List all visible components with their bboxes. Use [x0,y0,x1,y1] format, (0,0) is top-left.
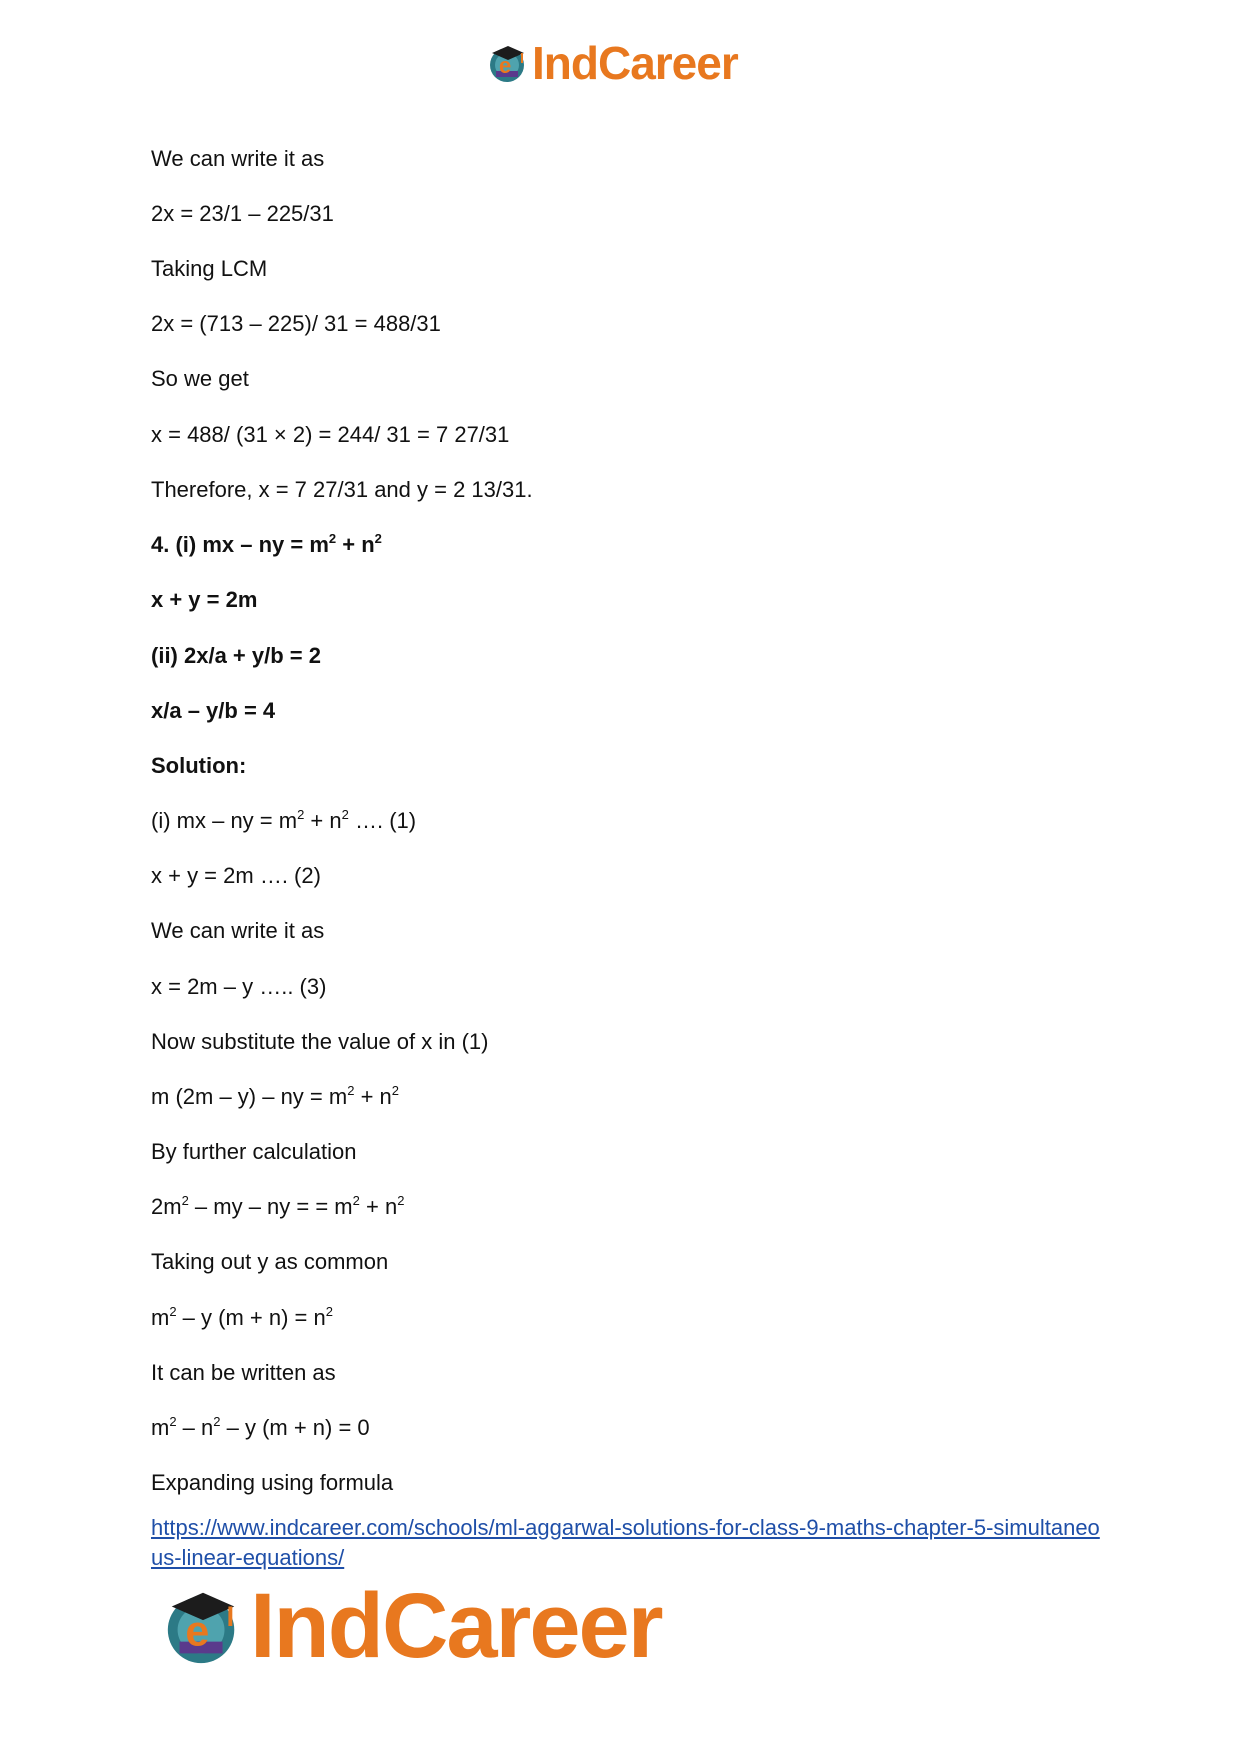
superscript: 2 [169,1414,177,1429]
text-part: + n [354,1084,392,1109]
superscript: 2 [328,531,337,546]
equation-line [151,1305,333,1331]
superscript: 2 [397,1193,405,1208]
superscript: 2 [352,1193,360,1208]
equation-line [151,1084,399,1110]
solution-heading: Solution: [151,753,247,778]
question-line: x/a – y/b = 4 [151,698,276,723]
text-line: Expanding using formula [151,1470,394,1495]
text-part: – my – ny = = m [188,1194,353,1219]
text-line: Now substitute the value of x in (1) [151,1029,489,1054]
svg-text:e: e [185,1607,210,1656]
superscript: 2 [374,531,382,546]
text-line: x + y = 2m …. (2) [151,863,321,888]
text-line: Taking out y as common [151,1249,389,1274]
text-part: …. (1) [348,808,417,833]
text-line: We can write it as [151,918,325,943]
text-part: m [151,1415,170,1440]
equation-line [151,1194,404,1220]
superscript: 2 [297,807,305,822]
superscript: 2 [169,1304,177,1319]
brand-name: IndCareer [250,1575,662,1677]
text-line: 2x = 23/1 – 225/31 [151,201,334,226]
text-part: + n [359,1194,398,1219]
equation-line [151,1415,370,1441]
svg-text:e: e [499,53,512,78]
question-line: x + y = 2m [151,587,258,612]
superscript: 2 [325,1304,333,1319]
text-line: Therefore, x = 7 27/31 and y = 2 13/31. [151,477,533,502]
text-line: x = 2m – y ….. (3) [151,974,327,999]
text-part: – n [176,1415,214,1440]
text-part: – y (m + n) = 0 [220,1415,370,1440]
text-line: We can write it as [151,146,325,171]
footer-source-link[interactable]: https://www.indcareer.com/schools/ml-aggarwal-solutions-for-class-9-maths-chapter-5-simultaneous-linear-equations/ [151,1515,1100,1570]
text-line: x = 488/ (31 × 2) = 244/ 31 = 7 27/31 [151,422,510,447]
question-line: (ii) 2x/a + y/b = 2 [151,643,321,668]
graduation-cap-globe-icon [486,41,530,85]
superscript: 2 [391,1083,399,1098]
superscript: 2 [213,1414,221,1429]
question-heading [151,532,382,558]
text-part: m (2m – y) – ny = m [151,1084,348,1109]
superscript: 2 [341,807,349,822]
text-part: + n [304,808,342,833]
equation-line [151,808,416,834]
superscript: 2 [181,1193,189,1208]
text-part: – y (m + n) = n [176,1305,326,1330]
superscript: 2 [347,1083,355,1098]
text-part: 2m [151,1194,182,1219]
header-logo [486,37,738,89]
text-line: It can be written as [151,1360,336,1385]
text-line: By further calculation [151,1139,357,1164]
text-part: 4. (i) mx – ny = m [151,532,329,557]
graduation-cap-globe-icon [160,1583,246,1669]
text-line: Taking LCM [151,256,268,281]
text-line: 2x = (713 – 225)/ 31 = 488/31 [151,311,441,336]
footer-logo [160,1575,662,1677]
brand-name: IndCareer [532,37,738,89]
text-part: m [151,1305,170,1330]
text-line: So we get [151,366,249,391]
text-part: (i) mx – ny = m [151,808,298,833]
text-part: + n [336,532,375,557]
